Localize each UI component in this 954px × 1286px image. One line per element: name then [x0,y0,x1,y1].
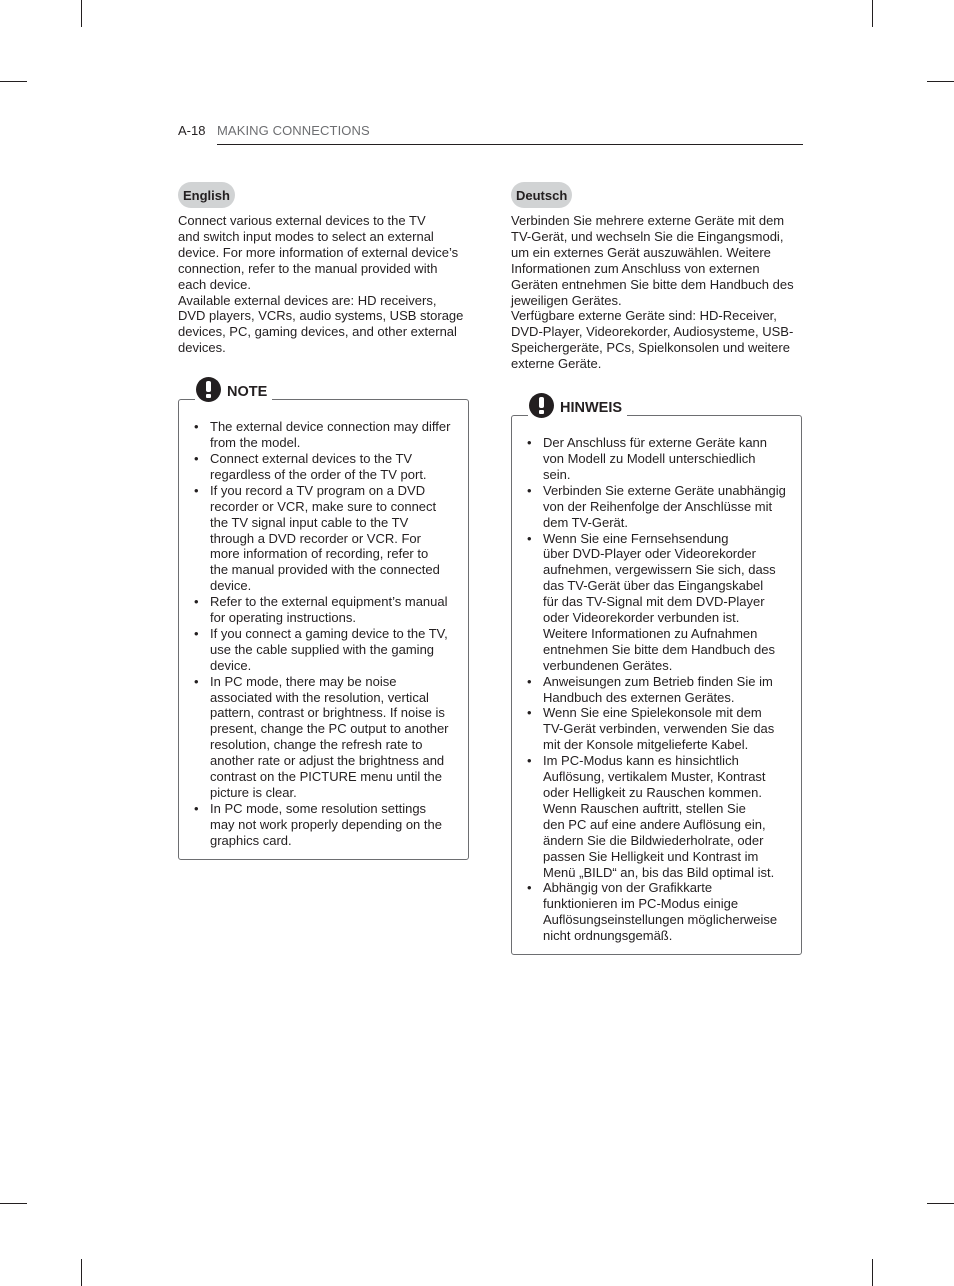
section-title: MAKING CONNECTIONS [217,123,370,138]
note-heading [195,377,272,407]
deutsch-column [511,182,803,955]
list-item [179,594,468,626]
bullet: • [527,673,532,689]
list-item-text: Anweisungen zum Betrieb finden Sie im Handbuch des externen Gerätes. [543,673,773,705]
list-item [512,705,801,753]
bullet: • [194,450,199,466]
crop-mark [0,1203,27,1204]
list-item-text: The external device connection may differ from the model. [210,419,451,451]
bullet: • [194,482,199,498]
page-number: A-18 [178,123,206,138]
hinweis-list [512,435,801,944]
list-item [179,483,468,594]
list-item [512,483,801,531]
bullet: • [194,673,199,689]
english-intro: Connect various external devices to the TV and switch input modes to select an external device. For more information of external device’s connection, refer to the manual provided with each device. Available external devices are: HD receivers, DVD players, VCRs, audio systems, USB storage devices, PC, gaming devices, and other external devices. [178,213,464,356]
list-item [512,674,801,706]
bullet: • [527,435,532,451]
crop-mark [0,81,27,82]
bullet: • [527,530,532,546]
list-item [512,880,801,944]
list-item-text: Der Anschluss für externe Geräte kann von Modell zu Modell unterschiedlich sein. [543,435,768,482]
hinweis-box [511,400,802,955]
english-column [178,182,470,860]
bullet: • [527,482,532,498]
crop-mark [81,1259,82,1286]
list-item-text: In PC mode, there may be noise associated with the resolution, vertical pattern, contrast or brightness. If noise is present, change the PC output to another resolution, change the refresh rate to another rate or adjust the brightness and contrast on the PICTURE menu until the picture is clear. [210,673,449,800]
crop-mark [927,81,954,82]
bullet: • [194,419,199,435]
header-rule [217,144,803,145]
list-item-text: Verbinden Sie externe Geräte unabhängig von der Reihenfolge der Anschlüsse mit dem TV-Gerät. [543,482,786,530]
crop-mark [872,0,873,27]
page-header [178,123,803,145]
list-item-text: Refer to the external equipment’s manual for operating instructions. [210,594,448,626]
list-item [179,674,468,801]
list-item [179,451,468,483]
list-item-text: Im PC-Modus kann es hinsichtlich Auflösung, vertikalem Muster, Kontrast oder Helligkeit zu Rauschen kommen. Wenn Rauschen auftritt, stellen Sie den PC auf eine andere Auflösung ein, ändern Sie die Bildwiederholrate, oder passen Sie Helligkeit und Kontrast im Menü „BILD“ an, bis das Bild optimal ist. [543,753,775,880]
hinweis-title: HINWEIS [560,400,623,417]
note-title: NOTE [227,384,268,401]
bullet: • [194,800,199,816]
list-item-text: Connect external devices to the TV regardless of the order of the TV port. [210,450,427,482]
list-item-text: In PC mode, some resolution settings may not work properly depending on the graphics card. [210,800,442,848]
bullet: • [194,625,199,641]
crop-mark [872,1259,873,1286]
deutsch-label: Deutsch [511,182,572,208]
list-item-text: Wenn Sie eine Fernsehsendung über DVD-Player oder Videorekorder aufnehmen, vergewissern Sie sich, dass das TV-Gerät über das Eingangskabel für das TV-Signal mit dem DVD-Player oder Videorekorder verbunden ist. Weitere Informationen zu Aufnahmen entnehmen Sie bitte dem Handbuch des verbundenen Gerätes. [543,530,776,673]
exclamation-icon [196,377,221,402]
list-item [512,753,801,880]
deutsch-intro: Verbinden Sie mehrere externe Geräte mit dem TV-Gerät, und wechseln Sie die Eingangsmodi, um ein externes Gerät auszuwählen. Weitere Informationen zum Anschluss von externen Geräten entnehmen Sie bitte dem Handbuch des jeweiligen Gerätes. Verfügbare externe Geräte sind: HD-Receiver, DVD-Player, Videorekorder, Audiosysteme, USB- Speichergeräte, PCs, Spielkonsolen und weitere externe Geräte. [511,213,794,372]
bullet: • [527,753,532,769]
english-label: English [178,182,235,208]
note-box [178,384,469,859]
bullet: • [527,880,532,896]
hinweis-heading [528,393,627,423]
list-item [179,419,468,451]
list-item-text: Abhängig von der Grafikkarte funktionieren im PC-Modus einige Auflösungseinstellungen möglicherweise nicht ordnungsgemäß. [543,880,778,944]
note-list [179,419,468,848]
crop-mark [927,1203,954,1204]
bullet: • [194,594,199,610]
exclamation-icon [529,393,554,418]
list-item [512,531,801,674]
crop-mark [81,0,82,27]
list-item [179,801,468,849]
list-item-text: If you connect a gaming device to the TV, use the cable supplied with the gaming device. [210,625,448,673]
list-item [179,626,468,674]
bullet: • [527,705,532,721]
list-item-text: Wenn Sie eine Spielekonsole mit dem TV-Gerät verbinden, verwenden Sie das mit der Konsole mitgelieferte Kabel. [543,705,775,753]
list-item [512,435,801,483]
list-item-text: If you record a TV program on a DVD recorder or VCR, make sure to connect the TV signal input cable to the TV through a DVD recorder or VCR. For more information of recording, refer to the manual provided with the connected device. [210,482,440,594]
